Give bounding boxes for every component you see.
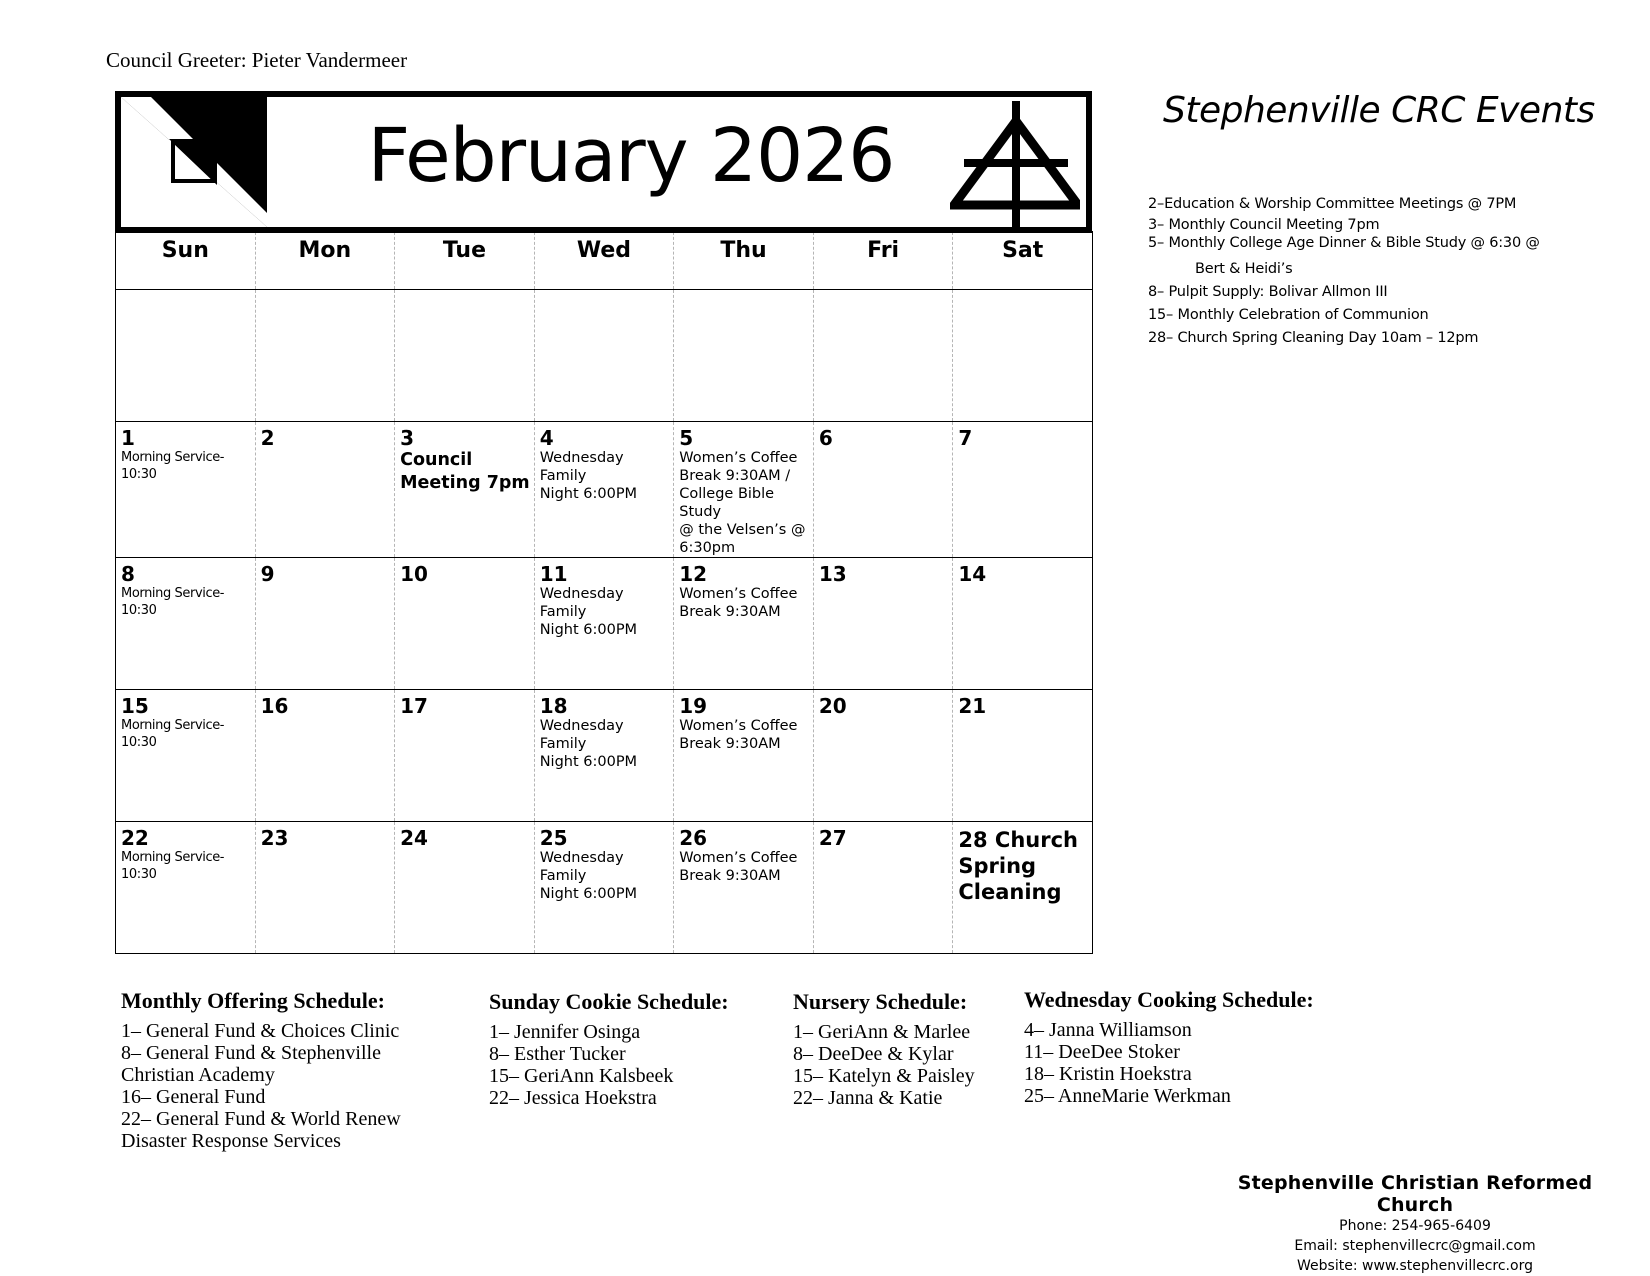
weekday-header-row [116, 232, 1093, 290]
weekday-header: Thu [674, 232, 814, 290]
day-event-text: Wednesday Family [539, 850, 624, 884]
day-cell [534, 422, 674, 558]
day-cell [395, 822, 535, 954]
day-event-text: Break 9:30AM [679, 604, 781, 620]
crc-cross-logo-icon [950, 99, 1080, 229]
day-cell [674, 558, 814, 690]
day-number: 28 Church [958, 828, 1078, 852]
schedule-line: 4– Janna Williamson [1024, 1019, 1192, 1041]
day-event-text: Morning Service- [121, 586, 225, 601]
day-event-text: Wednesday Family [539, 450, 624, 484]
cookie-schedule [489, 991, 729, 1109]
day-event-text: Cleaning [958, 880, 1062, 904]
day-number: 15 [121, 694, 149, 718]
event-item-continuation: Bert & Heidi’s [1195, 261, 1293, 277]
weekday-header: Fri [813, 232, 953, 290]
day-cell [953, 690, 1093, 822]
day-event-text: Morning Service- [121, 450, 225, 465]
week-row [116, 558, 1093, 690]
schedule-line: 1– General Fund & Choices Clinic [121, 1020, 400, 1042]
day-event-text: Break 9:30AM [679, 736, 781, 752]
schedule-line: 8– General Fund & Stephenville [121, 1042, 381, 1064]
schedule-line: 15– GeriAnn Kalsbeek [489, 1065, 674, 1087]
day-number: 7 [958, 426, 973, 450]
day-cell [255, 558, 395, 690]
church-email: Email: stephenvillecrc@gmail.com [1294, 1238, 1536, 1254]
day-cell [674, 690, 814, 822]
empty-day-cell [813, 290, 953, 422]
day-cell [534, 822, 674, 954]
day-number: 27 [818, 826, 847, 850]
day-cell [255, 822, 395, 954]
day-number: 9 [260, 562, 275, 586]
day-cell [953, 422, 1093, 558]
day-event-text: 10:30 [121, 735, 157, 750]
weekday-header: Tue [395, 232, 535, 290]
cooking-schedule [1024, 989, 1314, 1107]
empty-day-cell [674, 290, 814, 422]
day-cell [116, 690, 256, 822]
day-cell [395, 690, 535, 822]
day-number: 21 [958, 694, 987, 718]
schedule-line: 11– DeeDee Stoker [1024, 1041, 1180, 1063]
cookie-schedule-heading: Sunday Cookie Schedule: [489, 989, 729, 1014]
day-event-text: Women’s Coffee [679, 450, 798, 466]
day-event-text: Women’s Coffee [679, 850, 798, 866]
day-event-text: Night 6:00PM [539, 886, 638, 902]
day-cell [116, 822, 256, 954]
day-number: 26 [679, 826, 708, 850]
day-cell [674, 822, 814, 954]
church-website: Website: www.stephenvillecrc.org [1297, 1258, 1533, 1274]
schedule-line: 18– Kristin Hoekstra [1024, 1063, 1192, 1085]
day-number: 17 [400, 694, 428, 718]
day-number: 8 [121, 562, 135, 586]
day-event-text: Morning Service- [121, 850, 225, 865]
day-number: 10 [400, 562, 428, 586]
day-number: 1 [121, 426, 135, 450]
day-number: 20 [818, 694, 847, 718]
week-row [116, 822, 1093, 954]
quilt-block-icon [121, 97, 267, 227]
empty-day-cell [534, 290, 674, 422]
day-cell [813, 690, 953, 822]
day-number: 11 [539, 562, 568, 586]
day-cell [813, 422, 953, 558]
day-number: 14 [958, 562, 987, 586]
events-list [1148, 193, 1618, 350]
day-cell [395, 558, 535, 690]
day-event-text: Women’s Coffee [679, 586, 798, 602]
day-event-text: Council [400, 450, 473, 470]
day-event-text: Spring [958, 854, 1037, 878]
schedule-line: 22– Janna & Katie [793, 1087, 943, 1109]
day-event-text: Morning Service- [121, 718, 225, 733]
empty-day-cell [953, 290, 1093, 422]
empty-week-row [116, 290, 1093, 422]
week-row [116, 690, 1093, 822]
nursery-schedule [793, 991, 975, 1109]
day-cell [534, 690, 674, 822]
day-event-text: 10:30 [121, 467, 157, 482]
day-number: 18 [539, 694, 568, 718]
day-number: 13 [818, 562, 847, 586]
day-event-text: Women’s Coffee [679, 718, 798, 734]
day-number: 3 [400, 426, 415, 450]
day-event-text: Night 6:00PM [539, 754, 638, 770]
day-number: 24 [400, 826, 428, 850]
church-phone: Phone: 254-965-6409 [1339, 1218, 1491, 1234]
weekday-header: Wed [534, 232, 674, 290]
day-event-text: College Bible Study [679, 486, 775, 520]
schedule-line: 22– Jessica Hoekstra [489, 1087, 657, 1109]
day-event-text: @ the Velsen’s @ [679, 522, 806, 538]
weekday-header: Sun [116, 232, 256, 290]
day-cell [116, 558, 256, 690]
weekday-header: Sat [953, 232, 1093, 290]
schedule-line: 8– DeeDee & Kylar [793, 1043, 954, 1065]
day-number: 22 [121, 826, 149, 850]
calendar-banner [115, 91, 1092, 233]
day-event-text: 10:30 [121, 603, 157, 618]
day-cell [953, 822, 1093, 954]
day-event-text: Wednesday Family [539, 718, 624, 752]
day-event-text: Break 9:30AM / [679, 468, 791, 484]
day-cell [255, 690, 395, 822]
day-event-text: 6:30pm [679, 540, 736, 556]
day-cell [116, 422, 256, 558]
week-row [116, 422, 1093, 558]
schedule-line: 25– AnneMarie Werkman [1024, 1085, 1231, 1107]
day-number: 25 [539, 826, 568, 850]
day-number: 16 [260, 694, 289, 718]
event-item: 8– Pulpit Supply: Bolivar Allmon III [1148, 284, 1388, 300]
events-heading: Stephenville CRC Events [1163, 90, 1595, 131]
schedule-line: 15– Katelyn & Paisley [793, 1065, 975, 1087]
day-number: 6 [818, 426, 833, 450]
day-number: 23 [260, 826, 289, 850]
day-cell [255, 422, 395, 558]
month-title: February 2026 [367, 113, 895, 199]
schedule-line: 8– Esther Tucker [489, 1043, 626, 1065]
day-cell [534, 558, 674, 690]
schedule-line: 16– General Fund [121, 1086, 266, 1108]
event-item: 15– Monthly Celebration of Communion [1148, 307, 1429, 323]
day-number: 19 [679, 694, 708, 718]
church-contact [1205, 1172, 1625, 1276]
schedule-line: 1– Jennifer Osinga [489, 1021, 641, 1043]
event-item: 5– Monthly College Age Dinner & Bible Study @ 6:30 @ [1148, 235, 1540, 251]
day-event-text: Wednesday Family [539, 586, 624, 620]
day-cell [953, 558, 1093, 690]
day-number: 12 [679, 562, 708, 586]
calendar [115, 91, 1092, 954]
empty-day-cell [255, 290, 395, 422]
day-cell [674, 422, 814, 558]
event-item: 3– Monthly Council Meeting 7pm [1148, 217, 1380, 233]
schedule-line: 1– GeriAnn & Marlee [793, 1021, 971, 1043]
weekday-header: Mon [255, 232, 395, 290]
day-cell [813, 558, 953, 690]
day-event-text: 10:30 [121, 867, 157, 882]
cooking-schedule-heading: Wednesday Cooking Schedule: [1024, 987, 1314, 1012]
day-cell [395, 422, 535, 558]
empty-day-cell [395, 290, 535, 422]
day-event-text: Break 9:30AM [679, 868, 781, 884]
day-number: 2 [260, 426, 275, 450]
day-event-text: Night 6:00PM [539, 622, 638, 638]
day-event-text: Night 6:00PM [539, 486, 638, 502]
church-name: Stephenville Christian Reformed Church [1237, 1172, 1593, 1216]
event-item: 2–Education & Worship Committee Meetings @ 7PM [1148, 196, 1517, 212]
schedule-line: 22– General Fund & World Renew [121, 1108, 401, 1130]
calendar-grid [115, 231, 1093, 954]
event-item: 28– Church Spring Cleaning Day 10am – 12pm [1148, 330, 1479, 346]
empty-day-cell [116, 290, 256, 422]
offering-schedule [121, 990, 401, 1152]
day-cell [813, 822, 953, 954]
day-number: 4 [539, 426, 554, 450]
offering-schedule-heading: Monthly Offering Schedule: [121, 988, 385, 1013]
nursery-schedule-heading: Nursery Schedule: [793, 989, 968, 1014]
schedule-line: Christian Academy [121, 1064, 275, 1086]
schedule-line: Disaster Response Services [121, 1130, 341, 1152]
day-event-text: Meeting 7pm [400, 473, 530, 493]
council-greeter: Council Greeter: Pieter Vandermeer [106, 48, 408, 72]
day-number: 5 [679, 426, 694, 450]
